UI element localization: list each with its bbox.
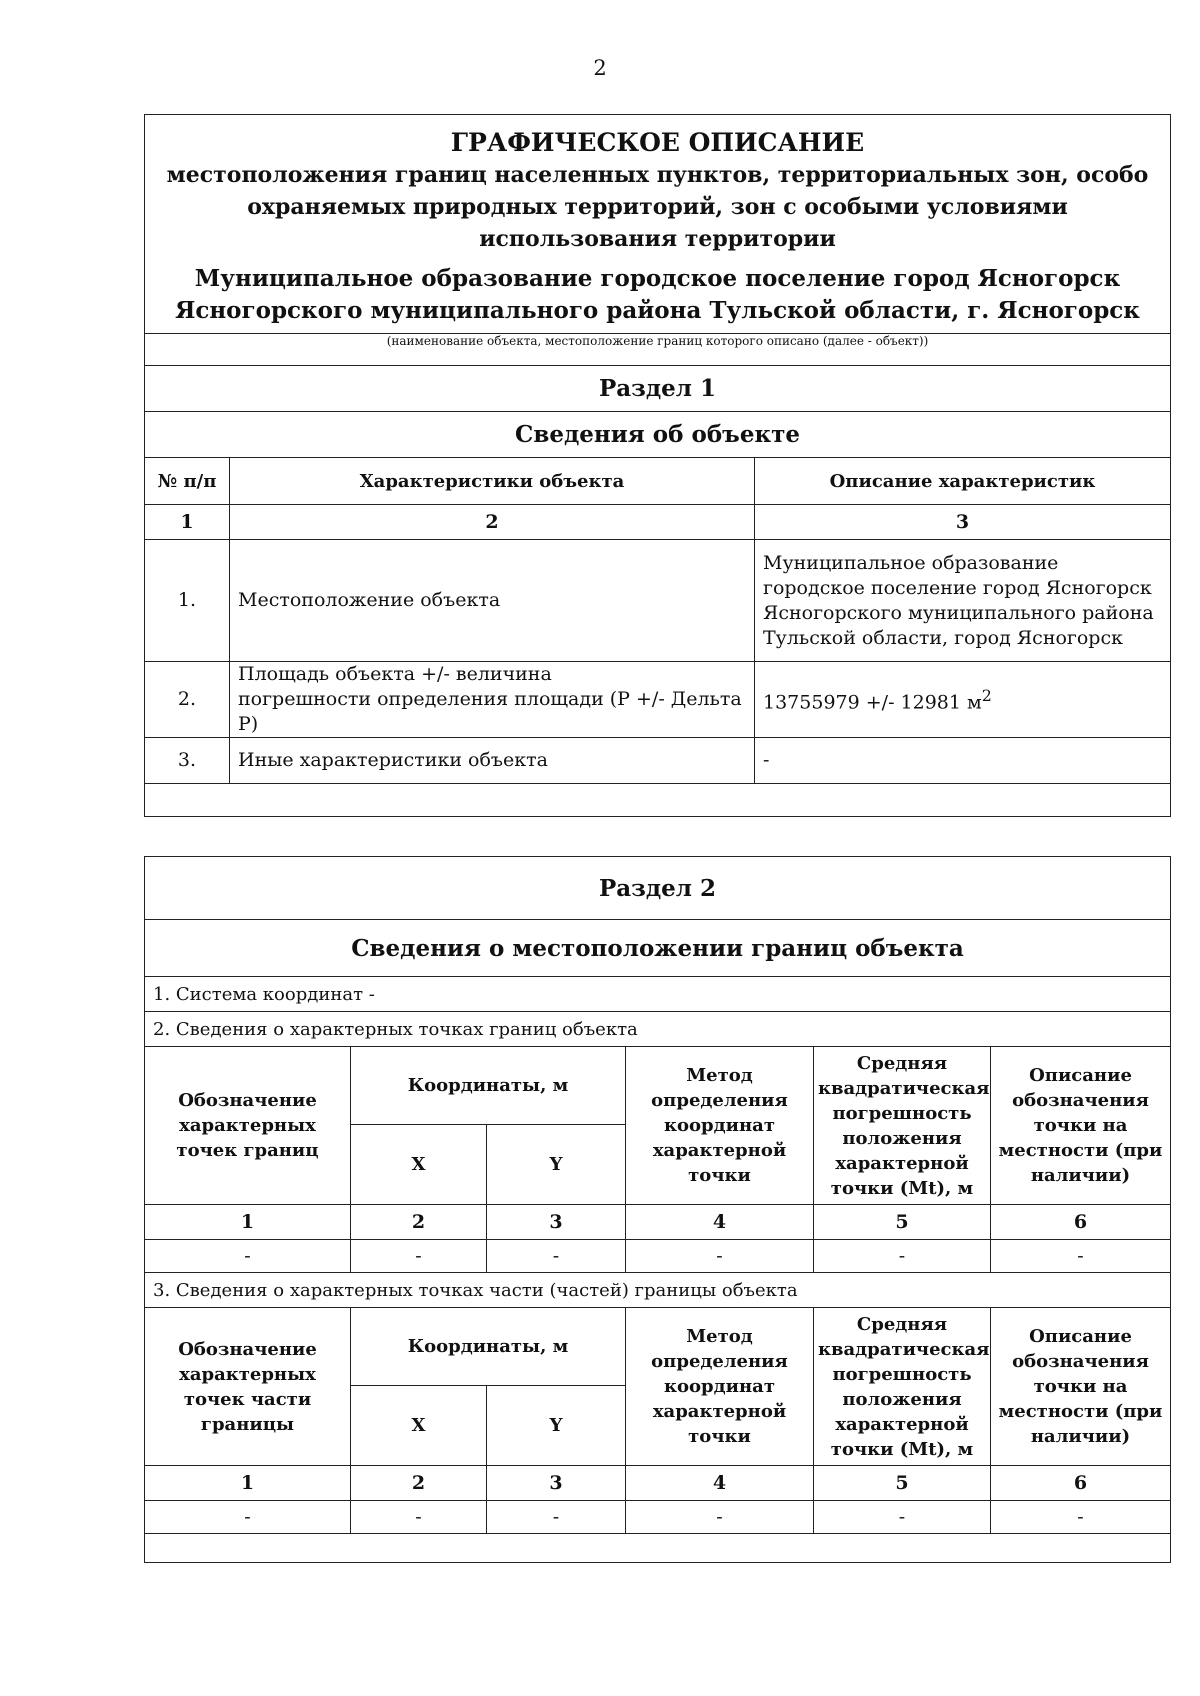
blank-row: [145, 784, 1171, 817]
table-cell: -: [351, 1501, 487, 1534]
table-cell: -: [487, 1240, 626, 1273]
col-number: 3: [487, 1466, 626, 1501]
table-row: [145, 1501, 1171, 1534]
table-cell: -: [991, 1501, 1171, 1534]
area-label-line1: Площадь объекта +/- величина: [238, 663, 552, 685]
row-name: Местоположение объекта: [230, 540, 755, 662]
table-row: [145, 540, 1171, 662]
table-cell: -: [145, 1240, 351, 1273]
object-caption: (наименование объекта, местоположение границ которого описано (далее - объект)): [145, 334, 1171, 366]
table-cell: -: [626, 1240, 814, 1273]
section2-subtitle: Сведения о местоположении границ объекта: [145, 920, 1171, 977]
area-value: 13755979 +/- 12981 м: [763, 691, 982, 714]
row-num: 1.: [145, 540, 230, 662]
col-header-description: Описание характеристик: [755, 458, 1171, 505]
header-error: Средняя квадратическая погрешность положения характерной точки (Mt), м: [814, 1308, 991, 1466]
table-row: [145, 662, 1171, 738]
col-number: 6: [991, 1466, 1171, 1501]
col-number: 5: [814, 1205, 991, 1240]
blank-row: [145, 1534, 1171, 1563]
part-points-title: 3. Сведения о характерных точках части (частей) границы объекта: [145, 1273, 1171, 1308]
object-name-line1: Муниципальное образование городское поселение город Ясногорск: [194, 265, 1121, 292]
col-header-num: № п/п: [145, 458, 230, 505]
row-num: 2.: [145, 662, 230, 738]
coord-system: 1. Система координат -: [145, 977, 1171, 1012]
section2-title: Раздел 2: [145, 857, 1171, 920]
col-number: 2: [351, 1205, 487, 1240]
header-description: Описание обозначения точки на местности (при наличии): [991, 1308, 1171, 1466]
document-header: [145, 115, 1171, 334]
document-subtitle: местоположения границ населенных пунктов, территориальных зон, особо охраняемых природных территорий, зон с особыми условиями использования территории: [166, 162, 1149, 252]
header-designation: Обозначение характерных точек границ: [145, 1047, 351, 1205]
row-value: -: [755, 738, 1171, 784]
table-cell: -: [351, 1240, 487, 1273]
col-header-characteristics: Характеристики объекта: [230, 458, 755, 505]
col-number: 3: [487, 1205, 626, 1240]
row-name: Иные характеристики объекта: [230, 738, 755, 784]
col-number: 1: [145, 1205, 351, 1240]
col-number-1: 1: [145, 505, 230, 540]
area-unit-exponent: 2: [981, 686, 992, 706]
header-coords: Координаты, м: [351, 1047, 626, 1125]
header-method: Метод определения координат характерной точки: [626, 1308, 814, 1466]
section1-title: Раздел 1: [145, 366, 1171, 412]
header-x: X: [351, 1125, 487, 1205]
document-title: ГРАФИЧЕСКОЕ ОПИСАНИЕ: [450, 128, 865, 157]
section2-table: [144, 856, 1171, 1563]
col-number: 4: [626, 1466, 814, 1501]
table-cell: -: [145, 1501, 351, 1534]
col-number: 5: [814, 1466, 991, 1501]
header-description: Описание обозначения точки на местности (при наличии): [991, 1047, 1171, 1205]
table-cell: -: [814, 1501, 991, 1534]
table-row: [145, 738, 1171, 784]
col-number: 6: [991, 1205, 1171, 1240]
table-row: [145, 1240, 1171, 1273]
header-coords: Координаты, м: [351, 1308, 626, 1386]
header-method: Метод определения координат характерной точки: [626, 1047, 814, 1205]
row-value: Муниципальное образование городское поселение город Ясногорск Ясногорского муниципального района Тульской области, город Ясногорск: [755, 540, 1171, 662]
table-cell: -: [991, 1240, 1171, 1273]
section1-table: [144, 114, 1171, 817]
col-number-2: 2: [230, 505, 755, 540]
row-value: [755, 662, 1171, 738]
header-y: Y: [487, 1125, 626, 1205]
header-x: X: [351, 1386, 487, 1466]
header-designation-part: Обозначение характерных точек части границы: [145, 1308, 351, 1466]
col-number: 1: [145, 1466, 351, 1501]
header-error: Средняя квадратическая погрешность положения характерной точки (Mt), м: [814, 1047, 991, 1205]
table-cell: -: [487, 1501, 626, 1534]
section1-subtitle: Сведения об объекте: [145, 412, 1171, 458]
table-cell: -: [626, 1501, 814, 1534]
table-cell: -: [814, 1240, 991, 1273]
col-number-3: 3: [755, 505, 1171, 540]
object-name-line2: Ясногорского муниципального района Тульской области, г. Ясногорск: [175, 297, 1140, 324]
header-y: Y: [487, 1386, 626, 1466]
area-label-line2: погрешности определения площади (Р +/- Дельта Р): [238, 688, 742, 735]
points-title: 2. Сведения о характерных точках границ объекта: [145, 1012, 1171, 1047]
row-name: [230, 662, 755, 738]
row-num: 3.: [145, 738, 230, 784]
col-number: 4: [626, 1205, 814, 1240]
col-number: 2: [351, 1466, 487, 1501]
page-number: 2: [593, 56, 607, 80]
